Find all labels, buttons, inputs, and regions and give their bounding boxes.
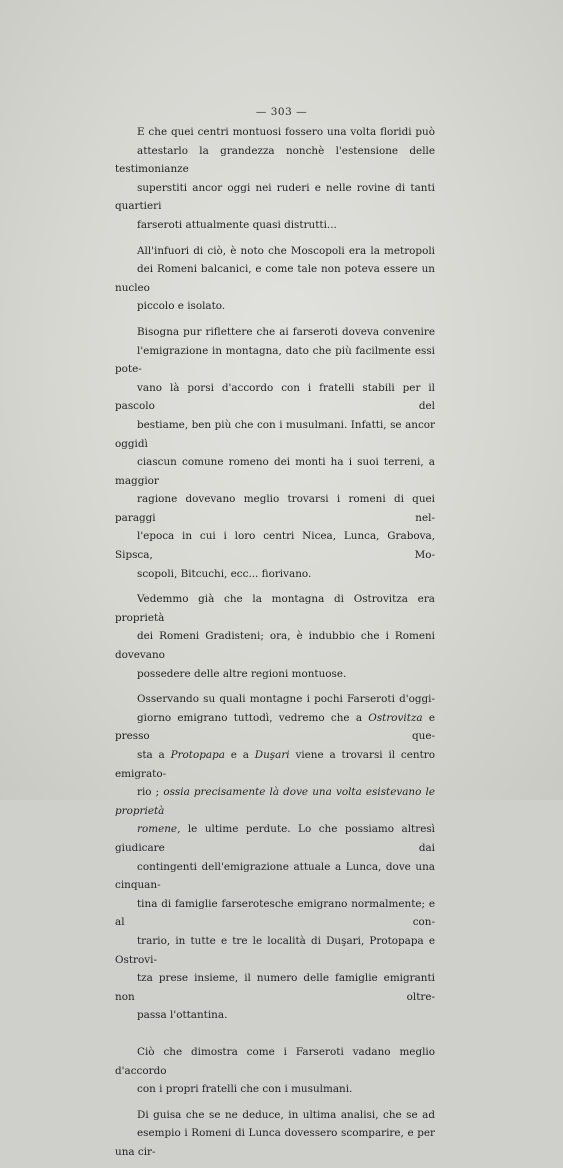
italic-text: Duşari xyxy=(254,749,290,761)
text-line: All'infuori di ciò, è noto che Moscopoli era la metropoli xyxy=(137,244,435,257)
text-line: rio ; ossia precisamente là dove una volta esistevano le proprietà xyxy=(115,786,435,817)
paragraph xyxy=(115,323,435,583)
text-line: Ciò che dimostra come i Farseroti vadano meglio d'accordo xyxy=(115,1045,435,1077)
text-line: ciascun comune romeno dei monti ha i suoi terreni, a maggior xyxy=(115,456,435,487)
text-line: tza prese insieme, il numero delle famiglie emigranti non oltre- xyxy=(115,972,435,1003)
text-line: Bisogna pur riflettere che ai farseroti doveva convenire xyxy=(137,325,435,338)
text-line: E che quei centri montuosi fossero una volta floridi può xyxy=(137,126,435,138)
text-line: l'emigrazione in montagna, dato che più facilmente essi pote- xyxy=(115,344,435,376)
text-line: dei Romeni Gradisteni; ora, è indubbio che i Romeni dovevano xyxy=(115,630,435,662)
text-line: bestiame, ben più che con i musulmani. Infatti, se ancor oggidì xyxy=(115,418,435,450)
text-line: ragione dovevano meglio trovarsi i romeni di quei paraggi nel- xyxy=(115,493,435,524)
text-line: Di guisa che se ne deduce, in ultima analisi, che se ad xyxy=(137,1108,435,1121)
body-text xyxy=(115,123,435,1168)
text-line: contingenti dell'emigrazione attuale a Lunca, dove una cinquan- xyxy=(115,860,435,892)
paragraph xyxy=(115,690,435,1025)
text-line: passa l'ottantina. xyxy=(137,1009,228,1022)
text-line: Osservando su quali montagne i pochi Farseroti d'oggi- xyxy=(137,693,435,706)
text-line: sta a Protopapa e a Duşari viene a trovarsi il centro emigrato- xyxy=(115,749,435,780)
italic-text: Protopapa xyxy=(170,749,225,761)
text-line: Vedemmo già che la montagna di Ostrovitza era proprietà xyxy=(115,593,435,624)
text-line: possedere delle altre regioni montuose. xyxy=(137,667,347,680)
text-line: farseroti attualmente quasi distrutti... xyxy=(137,218,337,231)
paragraph xyxy=(115,242,435,316)
text-line: romene, le ultime perdute. Lo che possiamo altresì giudicare dai xyxy=(115,823,435,854)
page-number: — 303 — xyxy=(255,106,308,118)
text-line: trario, in tutte e tre le località di Duşari, Protopapa e Ostrovi- xyxy=(115,934,435,966)
text-line: esempio i Romeni di Lunca dovessero scomparire, e per una cir- xyxy=(115,1127,435,1158)
text-line: con i propri fratelli che con i musulmani. xyxy=(137,1083,353,1096)
text-line: vano là porsi d'accordo con i fratelli stabili per il pascolo del xyxy=(115,381,435,413)
text-line: dei Romeni balcanici, e come tale non poteva essere un nucleo xyxy=(115,263,435,294)
text-line: piccolo e isolato. xyxy=(137,300,226,313)
italic-text: Ostrovitza xyxy=(368,711,423,724)
paragraph xyxy=(115,1043,435,1099)
italic-text: romene, xyxy=(137,823,181,836)
text-line: superstiti ancor oggi nei ruderi e nelle rovine di tanti quartieri xyxy=(115,181,435,213)
paragraph xyxy=(115,590,435,683)
text-line: tina di famiglie farserotesche emigrano normalmente; e al con- xyxy=(115,897,435,929)
italic-text: ossia precisamente là dove una volta esistevano le proprietà xyxy=(115,786,435,817)
text-line: l'epoca in cui i loro centri Nicea, Lunca, Grabova, Sipsca, Mo- xyxy=(115,530,435,562)
paragraph xyxy=(115,123,435,235)
text-line: scopoli, Bitcuchi, ecc... fiorivano. xyxy=(137,567,312,580)
text-line: attestarlo la grandezza nonchè l'estensione delle testimonianze xyxy=(115,144,435,176)
text-line: giorno emigrano tuttodì, vedremo che a Ostrovitza e presso que- xyxy=(115,711,436,743)
paragraph xyxy=(115,1106,435,1162)
